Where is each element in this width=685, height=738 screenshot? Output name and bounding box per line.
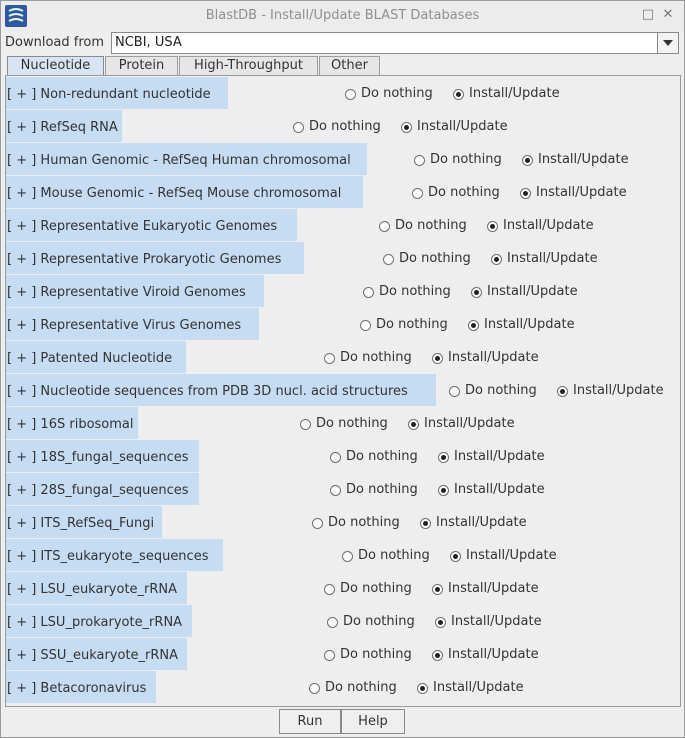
install-update-radio[interactable] (417, 683, 428, 694)
do-nothing-label[interactable]: Do nothing (340, 350, 412, 365)
do-nothing-radio[interactable] (449, 386, 460, 397)
install-update-radio[interactable] (432, 353, 443, 364)
do-nothing-label[interactable]: Do nothing (346, 449, 418, 464)
run-button[interactable]: Run (279, 709, 341, 734)
install-update-label[interactable]: Install/Update (507, 251, 598, 266)
do-nothing-radio[interactable] (324, 650, 335, 661)
title-bar[interactable] (1, 1, 684, 31)
do-nothing-label[interactable]: Do nothing (316, 416, 388, 431)
do-nothing-label[interactable]: Do nothing (399, 251, 471, 266)
install-update-label[interactable]: Install/Update (448, 350, 539, 365)
tab-nucleotide[interactable]: Nucleotide (7, 56, 104, 76)
install-update-label[interactable]: Install/Update (433, 680, 524, 695)
install-update-radio[interactable] (435, 617, 446, 628)
install-update-label[interactable]: Install/Update (436, 515, 527, 530)
download-from-label: Download from (5, 35, 105, 50)
dropdown-button[interactable] (657, 33, 678, 53)
database-row (6, 109, 680, 142)
install-update-radio[interactable] (491, 254, 502, 265)
database-name[interactable]: [ + ] Human Genomic - RefSeq Human chromosomal (6, 143, 367, 175)
install-update-radio[interactable] (432, 584, 443, 595)
do-nothing-label[interactable]: Do nothing (395, 218, 467, 233)
install-update-radio[interactable] (487, 221, 498, 232)
install-update-radio[interactable] (420, 518, 431, 529)
do-nothing-label[interactable]: Do nothing (358, 548, 430, 563)
install-update-radio[interactable] (450, 551, 461, 562)
download-source-select[interactable] (111, 32, 679, 54)
install-update-label[interactable]: Install/Update (454, 482, 545, 497)
tab-high-throughput[interactable]: High-Throughput (179, 56, 318, 75)
do-nothing-label[interactable]: Do nothing (361, 86, 433, 101)
do-nothing-label[interactable]: Do nothing (328, 515, 400, 530)
database-name[interactable]: [ + ] Betacoronavirus (6, 671, 156, 703)
database-row (6, 142, 680, 175)
do-nothing-label[interactable]: Do nothing (465, 383, 537, 398)
database-name[interactable]: [ + ] ITS_eukaryote_sequences (6, 539, 223, 571)
do-nothing-radio[interactable] (345, 89, 356, 100)
database-row (6, 208, 680, 241)
install-update-label[interactable]: Install/Update (573, 383, 664, 398)
install-update-label[interactable]: Install/Update (424, 416, 515, 431)
database-name[interactable]: [ + ] Representative Eukaryotic Genomes (6, 209, 297, 241)
do-nothing-radio[interactable] (342, 551, 353, 562)
database-row (6, 274, 680, 307)
do-nothing-radio[interactable] (293, 122, 304, 133)
database-row (6, 340, 680, 373)
do-nothing-radio[interactable] (412, 188, 423, 199)
database-name[interactable]: [ + ] Nucleotide sequences from PDB 3D nucl. acid structures (6, 374, 436, 406)
install-update-radio[interactable] (468, 320, 479, 331)
do-nothing-radio[interactable] (312, 518, 323, 529)
database-row (6, 373, 680, 406)
database-name[interactable]: [ + ] LSU_prokaryote_rRNA (6, 605, 192, 637)
database-name[interactable]: [ + ] Representative Viroid Genomes (6, 275, 264, 307)
install-update-radio[interactable] (408, 419, 419, 430)
install-update-label[interactable]: Install/Update (466, 548, 557, 563)
help-button[interactable]: Help (341, 709, 405, 734)
chevron-down-icon (658, 33, 678, 53)
do-nothing-label[interactable]: Do nothing (346, 482, 418, 497)
install-update-label[interactable]: Install/Update (469, 86, 560, 101)
database-row (6, 604, 680, 637)
install-update-radio[interactable] (522, 155, 533, 166)
database-name[interactable]: [ + ] Representative Virus Genomes (6, 308, 259, 340)
do-nothing-radio[interactable] (383, 254, 394, 265)
database-name[interactable]: [ + ] Mouse Genomic - RefSeq Mouse chromosomal (6, 176, 363, 208)
install-update-label[interactable]: Install/Update (451, 614, 542, 629)
install-update-label[interactable]: Install/Update (538, 152, 629, 167)
install-update-label[interactable]: Install/Update (454, 449, 545, 464)
download-source-value: NCBI, USA (115, 35, 182, 50)
database-name[interactable]: [ + ] RefSeq RNA (6, 110, 122, 142)
database-row (6, 571, 680, 604)
database-row (6, 538, 680, 571)
install-update-label[interactable]: Install/Update (487, 284, 578, 299)
maximize-button[interactable]: □ (641, 7, 655, 22)
database-name[interactable]: [ + ] Patented Nucleotide (6, 341, 186, 373)
do-nothing-radio[interactable] (327, 617, 338, 628)
window-title: BlastDB - Install/Update BLAST Databases (205, 8, 480, 23)
install-update-label[interactable]: Install/Update (448, 581, 539, 596)
do-nothing-label[interactable]: Do nothing (428, 185, 500, 200)
do-nothing-radio[interactable] (309, 683, 320, 694)
database-row (6, 175, 680, 208)
do-nothing-label[interactable]: Do nothing (376, 317, 448, 332)
database-row (6, 439, 680, 472)
install-update-radio[interactable] (438, 452, 449, 463)
install-update-radio[interactable] (557, 386, 568, 397)
database-name[interactable]: [ + ] 28S_fungal_sequences (6, 473, 199, 505)
database-name[interactable]: [ + ] 16S ribosomal (6, 407, 138, 439)
database-name[interactable]: [ + ] Representative Prokaryotic Genomes (6, 242, 304, 274)
tab-other[interactable]: Other (319, 56, 380, 75)
do-nothing-label[interactable]: Do nothing (343, 614, 415, 629)
install-update-label[interactable]: Install/Update (417, 119, 508, 134)
tab-protein[interactable]: Protein (105, 56, 178, 75)
do-nothing-radio[interactable] (330, 452, 341, 463)
close-button[interactable]: ✕ (662, 7, 674, 22)
do-nothing-radio[interactable] (324, 584, 335, 595)
database-row (6, 472, 680, 505)
do-nothing-label[interactable]: Do nothing (325, 680, 397, 695)
install-update-label[interactable]: Install/Update (503, 218, 594, 233)
database-row (6, 670, 680, 703)
install-update-radio[interactable] (438, 485, 449, 496)
database-list-panel (5, 75, 681, 707)
do-nothing-radio[interactable] (363, 287, 374, 298)
database-row (6, 76, 680, 109)
database-row (6, 406, 680, 439)
database-name[interactable]: [ + ] LSU_eukaryote_rRNA (6, 572, 187, 604)
do-nothing-label[interactable]: Do nothing (309, 119, 381, 134)
database-name[interactable]: [ + ] ITS_RefSeq_Fungi (6, 506, 162, 538)
install-update-label[interactable]: Install/Update (448, 647, 539, 662)
database-row (6, 637, 680, 670)
do-nothing-radio[interactable] (360, 320, 371, 331)
do-nothing-label[interactable]: Do nothing (430, 152, 502, 167)
database-name[interactable]: [ + ] Non-redundant nucleotide (6, 77, 228, 109)
install-update-radio[interactable] (471, 287, 482, 298)
database-row (6, 505, 680, 538)
do-nothing-radio[interactable] (379, 221, 390, 232)
install-update-radio[interactable] (520, 188, 531, 199)
database-row (6, 307, 680, 340)
install-update-label[interactable]: Install/Update (484, 317, 575, 332)
install-update-radio[interactable] (432, 650, 443, 661)
install-update-radio[interactable] (401, 122, 412, 133)
database-row (6, 241, 680, 274)
do-nothing-radio[interactable] (300, 419, 311, 430)
database-name[interactable]: [ + ] 18S_fungal_sequences (6, 440, 199, 472)
do-nothing-radio[interactable] (330, 485, 341, 496)
install-update-radio[interactable] (453, 89, 464, 100)
do-nothing-radio[interactable] (324, 353, 335, 364)
install-update-label[interactable]: Install/Update (536, 185, 627, 200)
do-nothing-label[interactable]: Do nothing (340, 581, 412, 596)
do-nothing-label[interactable]: Do nothing (379, 284, 451, 299)
do-nothing-label[interactable]: Do nothing (340, 647, 412, 662)
database-name[interactable]: [ + ] SSU_eukaryote_rRNA (6, 638, 187, 670)
do-nothing-radio[interactable] (414, 155, 425, 166)
